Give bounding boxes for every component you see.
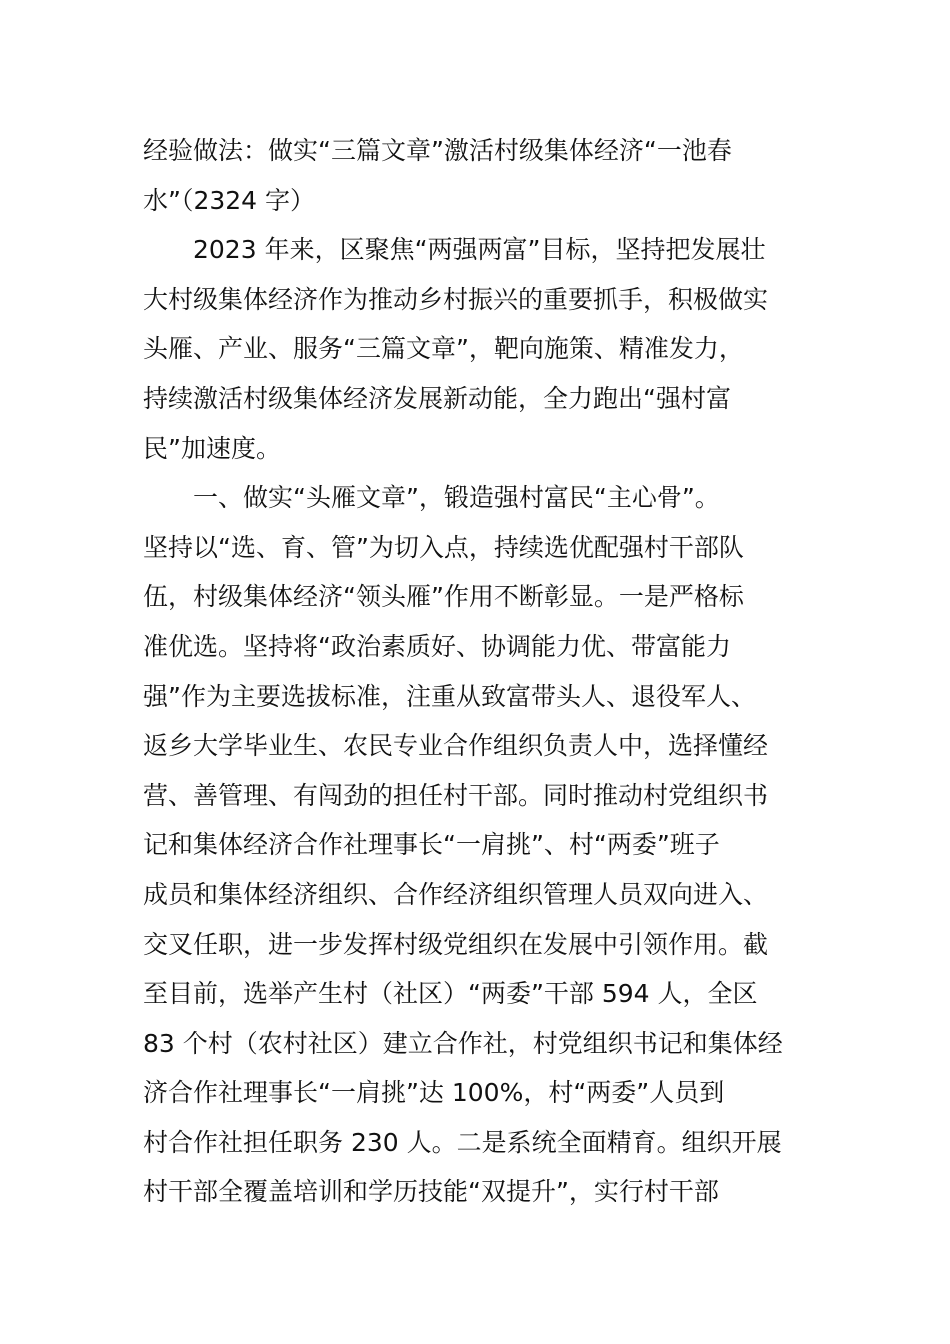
- paragraph-line: 至目前，选举产生村（社区）“两委”干部 594 人，全区: [143, 979, 758, 1009]
- paragraph-line: 营、善管理、有闯劲的担任村干部。同时推动村党组织书: [143, 780, 769, 810]
- paragraph-line: 返乡大学毕业生、农民专业合作组织负责人中，选择懂经: [143, 731, 769, 761]
- paragraph-line: 持续激活村级集体经济发展新动能，全力跑出“强村富: [143, 383, 731, 413]
- paragraph-line: 准优选。坚持将“政治素质好、协调能力优、带富能力: [143, 631, 731, 661]
- paragraph-line: 记和集体经济合作社理事长“一肩挑”、村“两委”班子: [143, 830, 720, 860]
- paragraph-intro: [143, 225, 807, 473]
- paragraph-line: 头雁、产业、服务“三篇文章”，靶向施策、精准发力，: [143, 334, 744, 364]
- paragraph-line: 村合作社担任职务 230 人。二是系统全面精育。组织开展: [143, 1127, 782, 1157]
- paragraph-line: 成员和集体经济组织、合作经济组织管理人员双向进入、: [143, 879, 769, 909]
- paragraph-line: 坚持以“选、育、管”为切入点，持续选优配强村干部队: [143, 532, 744, 562]
- paragraph-line: 村干部全覆盖培训和学历技能“双提升”，实行村干部: [143, 1177, 719, 1207]
- paragraph-line: 一、做实“头雁文章”，锻造强村富民“主心骨”。: [143, 483, 720, 513]
- paragraph-line: 济合作社理事长“一肩挑”达 100%，村“两委”人员到: [143, 1078, 725, 1108]
- paragraph-line: 民”加速度。: [143, 433, 281, 463]
- document-title: [143, 126, 807, 225]
- paragraph-line: 伍，村级集体经济“领头雁”作用不断彰显。一是严格标: [143, 582, 744, 612]
- paragraph-line: 强”作为主要选拔标准，注重从致富带头人、退役军人、: [143, 681, 756, 711]
- paragraph-section-one: [143, 473, 807, 1217]
- title-line: 经验做法：做实“三篇文章”激活村级集体经济“一池春: [143, 136, 732, 165]
- paragraph-line: 2023 年来，区聚焦“两强两富”目标，坚持把发展壮: [143, 235, 766, 265]
- title-line: 水”（2324 字）: [143, 185, 316, 215]
- paragraph-line: 83 个村（农村社区）建立合作社，村党组织书记和集体经: [143, 1028, 783, 1058]
- document-page: [143, 126, 807, 1217]
- paragraph-line: 大村级集体经济作为推动乡村振兴的重要抓手，积极做实: [143, 284, 769, 314]
- paragraph-line: 交叉任职，进一步发挥村级党组织在发展中引领作用。截: [143, 929, 769, 959]
